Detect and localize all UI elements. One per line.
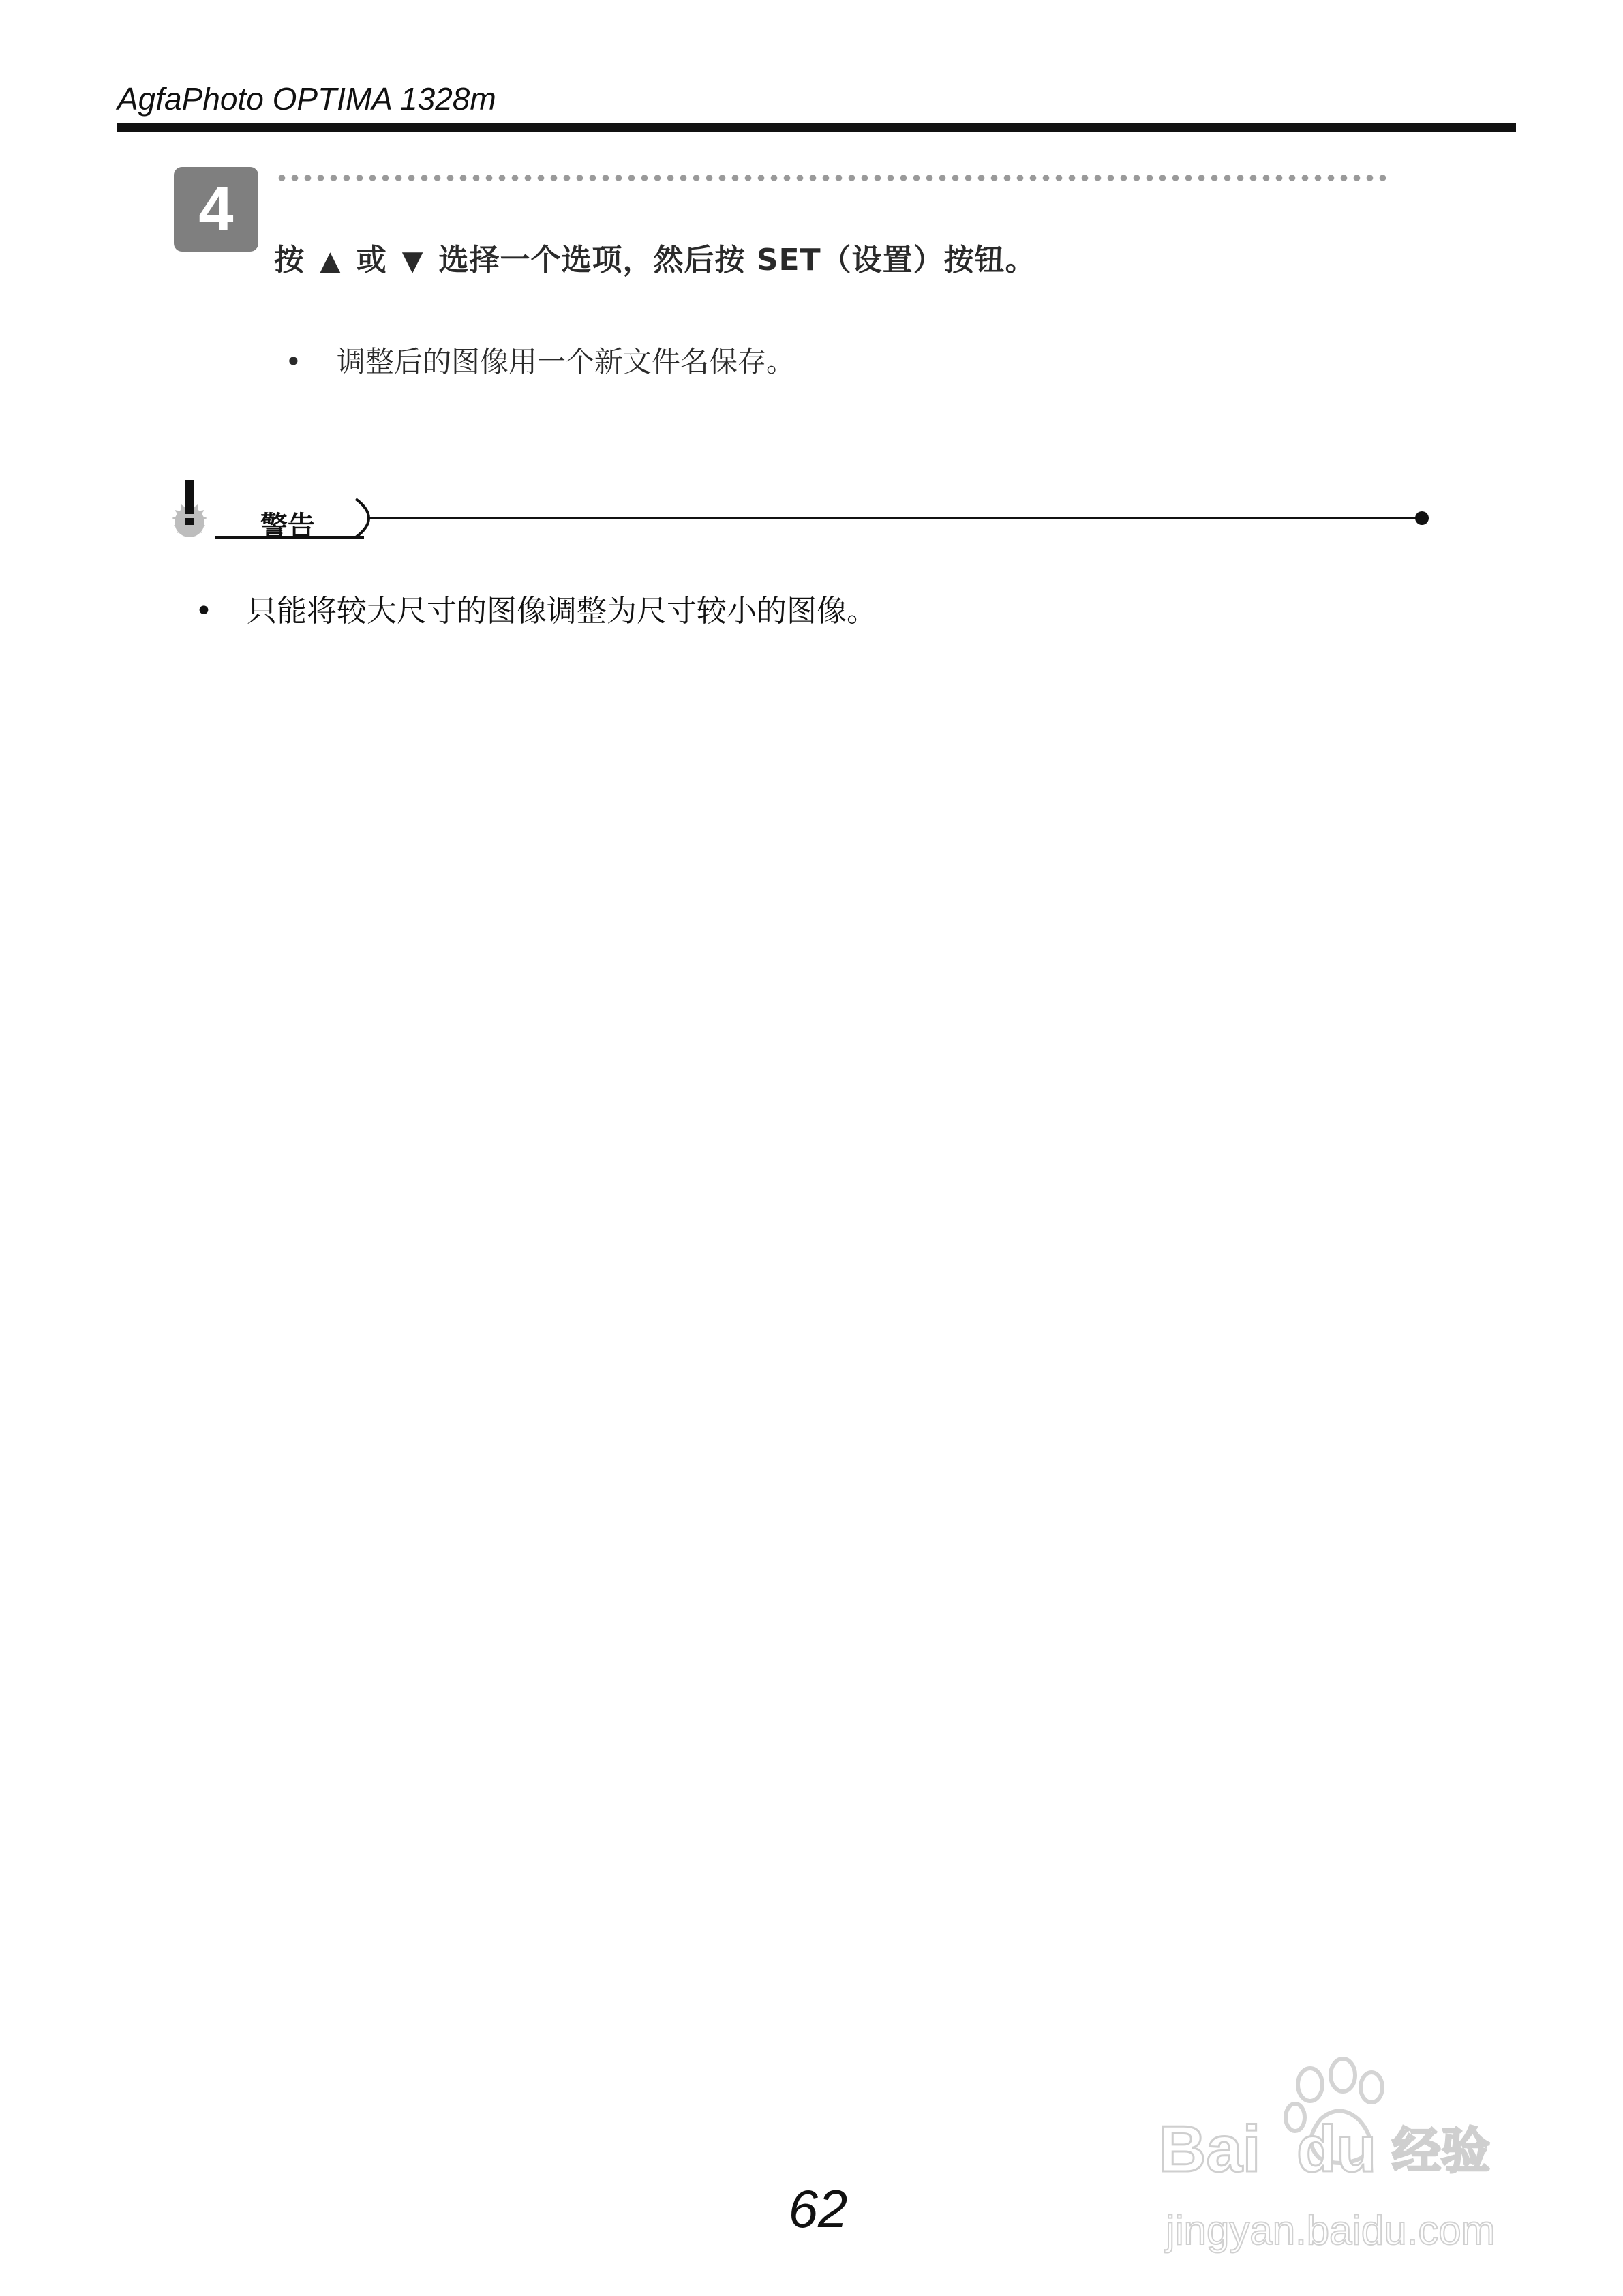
instruction-or: 或 bbox=[356, 243, 387, 277]
svg-text:经验: 经验 bbox=[1392, 2124, 1491, 2179]
baidu-jingyan-watermark bbox=[1152, 2052, 1534, 2270]
instruction-rest: 选择一个选项，然后按 SET（设置）按钮。 bbox=[438, 243, 1036, 277]
page-number: 62 bbox=[788, 2179, 848, 2239]
down-arrow-icon: ▼ bbox=[401, 245, 424, 277]
instruction-press: 按 bbox=[274, 243, 305, 277]
warning-label: 警告 bbox=[260, 511, 315, 542]
bullet-dot: • bbox=[285, 345, 302, 378]
warning-exclamation-icon bbox=[161, 477, 218, 543]
step-bullet-item bbox=[285, 339, 795, 380]
dotted-separator bbox=[275, 173, 1391, 183]
step-instruction bbox=[274, 235, 1036, 279]
step-number-badge: 4 bbox=[174, 167, 258, 252]
page-header-title: AgfaPhoto OPTIMA 1328m bbox=[117, 81, 496, 117]
warning-bullet-item bbox=[195, 586, 877, 630]
step-bullet-text: 调整后的图像用一个新文件名保存。 bbox=[337, 345, 795, 378]
svg-text:Bai: Bai bbox=[1159, 2113, 1261, 2186]
up-arrow-icon: ▲ bbox=[320, 245, 342, 277]
bullet-dot: • bbox=[195, 594, 213, 629]
warning-title-line bbox=[215, 491, 1442, 552]
warning-bullet-text: 只能将较大尺寸的图像调整为尺寸较小的图像。 bbox=[247, 594, 877, 629]
svg-text:du: du bbox=[1296, 2113, 1377, 2186]
svg-text:jingyan.baidu.com: jingyan.baidu.com bbox=[1166, 2207, 1496, 2253]
header-rule bbox=[117, 123, 1516, 132]
